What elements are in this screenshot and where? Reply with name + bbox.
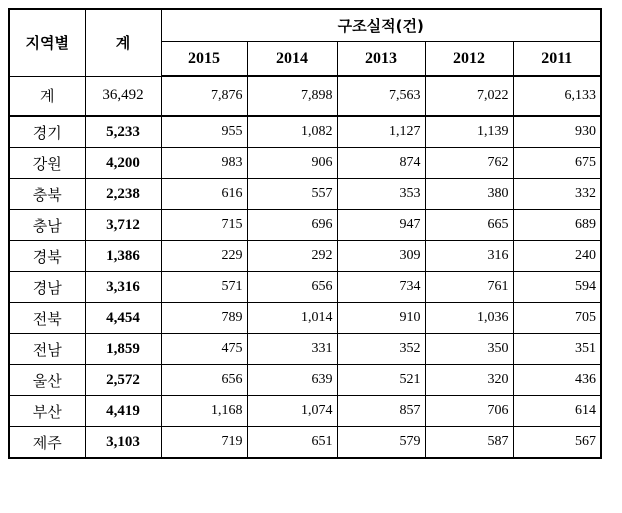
table-row (9, 303, 601, 334)
value-cell: 1,168 (161, 396, 247, 427)
total-cell: 4,454 (85, 303, 161, 334)
value-cell: 689 (513, 210, 601, 241)
value-cell: 309 (337, 241, 425, 272)
table-body (9, 76, 601, 458)
value-cell: 229 (161, 241, 247, 272)
value-cell: 353 (337, 179, 425, 210)
total-cell: 3,712 (85, 210, 161, 241)
region-cell: 울산 (9, 365, 85, 396)
region-cell: 전남 (9, 334, 85, 365)
table-row (9, 334, 601, 365)
value-cell: 983 (161, 148, 247, 179)
value-cell: 1,139 (425, 116, 513, 148)
value-cell: 656 (247, 272, 337, 303)
table-row (9, 241, 601, 272)
total-cell: 2,572 (85, 365, 161, 396)
value-cell: 350 (425, 334, 513, 365)
value-cell: 719 (161, 427, 247, 459)
value-cell: 910 (337, 303, 425, 334)
table-row (9, 116, 601, 148)
total-row (9, 76, 601, 116)
value-cell: 614 (513, 396, 601, 427)
value-cell: 906 (247, 148, 337, 179)
header-year: 2014 (247, 42, 337, 77)
rescue-results-table (8, 8, 602, 459)
value-cell: 436 (513, 365, 601, 396)
rescue-table-container (8, 8, 602, 459)
value-cell: 475 (161, 334, 247, 365)
value-cell: 874 (337, 148, 425, 179)
value-cell: 292 (247, 241, 337, 272)
header-region: 지역별 (9, 9, 85, 76)
value-cell: 665 (425, 210, 513, 241)
value-cell: 789 (161, 303, 247, 334)
value-cell: 316 (425, 241, 513, 272)
region-cell: 제주 (9, 427, 85, 459)
region-cell: 전북 (9, 303, 85, 334)
value-cell: 675 (513, 148, 601, 179)
total-cell: 36,492 (85, 76, 161, 116)
value-cell: 7,876 (161, 76, 247, 116)
value-cell: 1,036 (425, 303, 513, 334)
region-cell: 경기 (9, 116, 85, 148)
table-row (9, 210, 601, 241)
value-cell: 7,563 (337, 76, 425, 116)
value-cell: 7,022 (425, 76, 513, 116)
value-cell: 639 (247, 365, 337, 396)
value-cell: 557 (247, 179, 337, 210)
value-cell: 594 (513, 272, 601, 303)
header-year: 2011 (513, 42, 601, 77)
region-cell: 경남 (9, 272, 85, 303)
table-row (9, 272, 601, 303)
header-year: 2012 (425, 42, 513, 77)
total-cell: 1,386 (85, 241, 161, 272)
header-year: 2013 (337, 42, 425, 77)
region-cell: 경북 (9, 241, 85, 272)
table-row (9, 365, 601, 396)
value-cell: 1,014 (247, 303, 337, 334)
value-cell: 651 (247, 427, 337, 459)
header-total: 계 (85, 9, 161, 76)
table-row (9, 427, 601, 459)
value-cell: 762 (425, 148, 513, 179)
value-cell: 930 (513, 116, 601, 148)
value-cell: 579 (337, 427, 425, 459)
region-cell: 충북 (9, 179, 85, 210)
value-cell: 955 (161, 116, 247, 148)
region-cell: 계 (9, 76, 85, 116)
value-cell: 1,127 (337, 116, 425, 148)
total-cell: 1,859 (85, 334, 161, 365)
value-cell: 947 (337, 210, 425, 241)
region-cell: 충남 (9, 210, 85, 241)
value-cell: 656 (161, 365, 247, 396)
value-cell: 380 (425, 179, 513, 210)
value-cell: 332 (513, 179, 601, 210)
value-cell: 706 (425, 396, 513, 427)
value-cell: 6,133 (513, 76, 601, 116)
value-cell: 351 (513, 334, 601, 365)
value-cell: 857 (337, 396, 425, 427)
value-cell: 331 (247, 334, 337, 365)
value-cell: 240 (513, 241, 601, 272)
value-cell: 734 (337, 272, 425, 303)
total-cell: 5,233 (85, 116, 161, 148)
header-year: 2015 (161, 42, 247, 77)
value-cell: 571 (161, 272, 247, 303)
value-cell: 587 (425, 427, 513, 459)
value-cell: 567 (513, 427, 601, 459)
value-cell: 696 (247, 210, 337, 241)
value-cell: 705 (513, 303, 601, 334)
total-cell: 2,238 (85, 179, 161, 210)
value-cell: 616 (161, 179, 247, 210)
value-cell: 320 (425, 365, 513, 396)
total-cell: 4,419 (85, 396, 161, 427)
value-cell: 352 (337, 334, 425, 365)
region-cell: 부산 (9, 396, 85, 427)
total-cell: 4,200 (85, 148, 161, 179)
table-row (9, 148, 601, 179)
value-cell: 1,074 (247, 396, 337, 427)
total-cell: 3,316 (85, 272, 161, 303)
value-cell: 521 (337, 365, 425, 396)
table-row (9, 179, 601, 210)
value-cell: 761 (425, 272, 513, 303)
region-cell: 강원 (9, 148, 85, 179)
value-cell: 1,082 (247, 116, 337, 148)
header-group: 구조실적(건) (161, 9, 601, 42)
value-cell: 7,898 (247, 76, 337, 116)
value-cell: 715 (161, 210, 247, 241)
table-row (9, 396, 601, 427)
total-cell: 3,103 (85, 427, 161, 459)
